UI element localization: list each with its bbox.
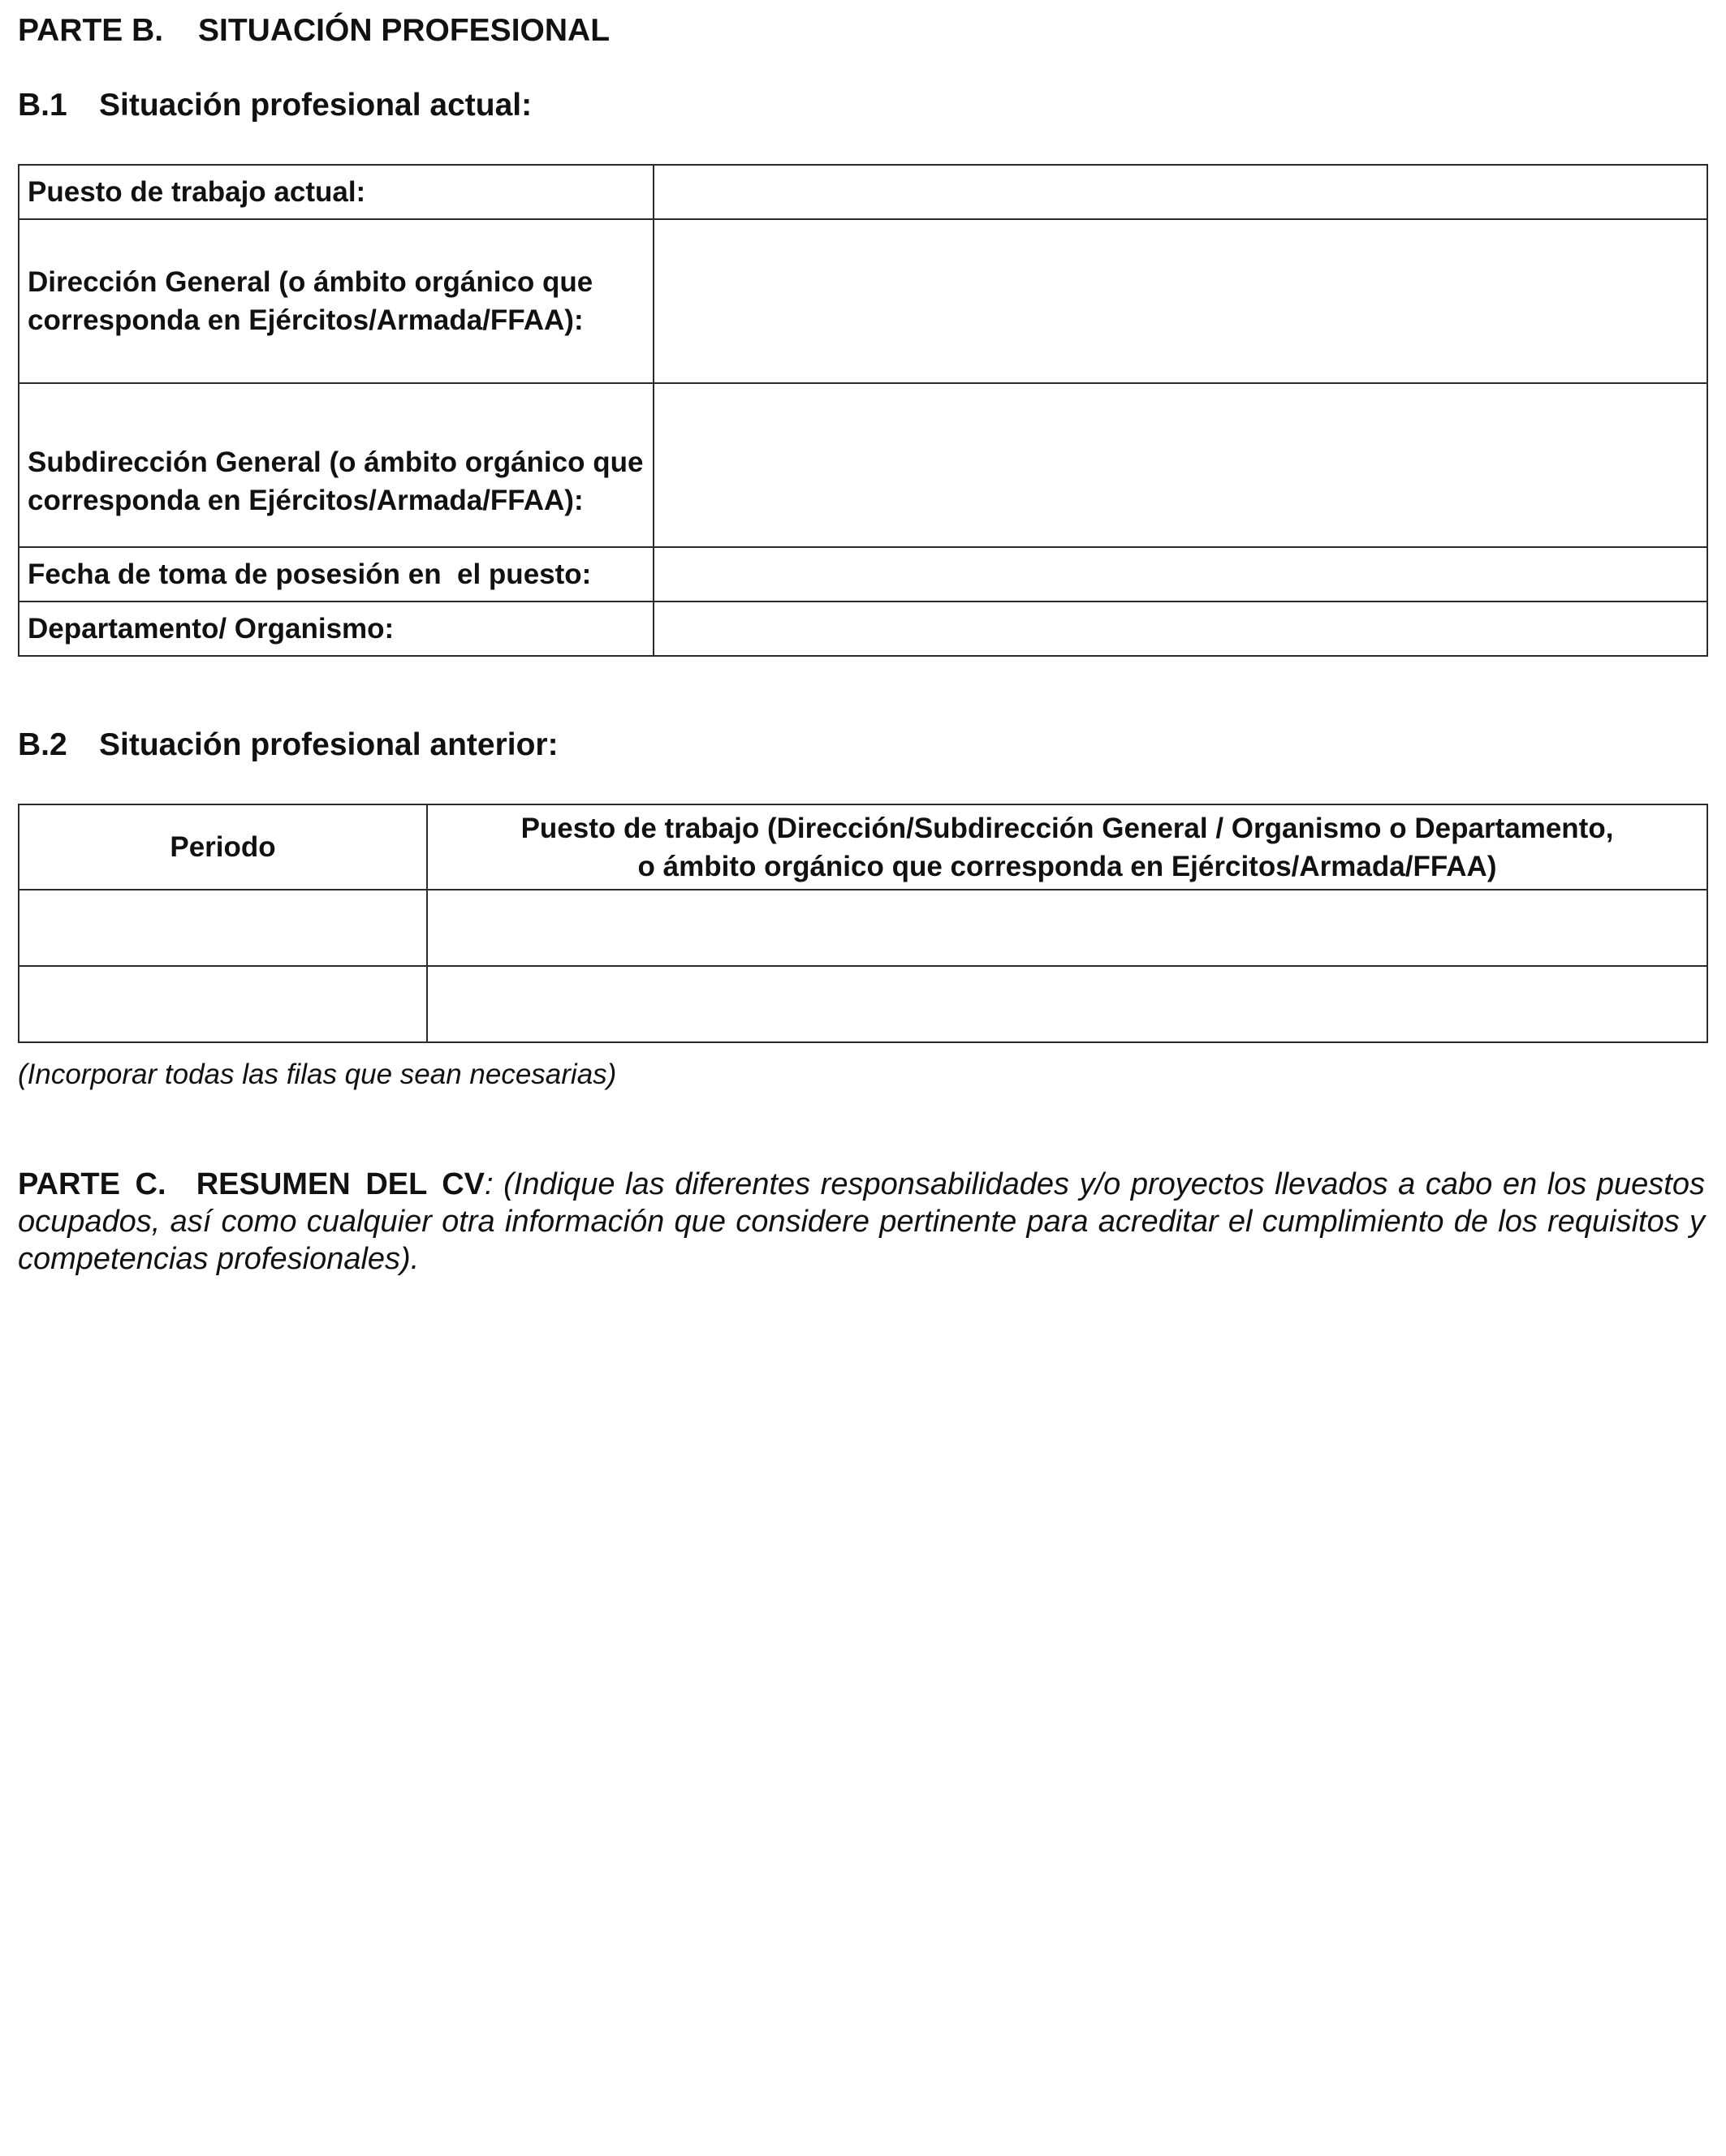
- b2-heading: [18, 727, 559, 763]
- cell-puesto[interactable]: [427, 890, 1707, 966]
- table-row: [19, 547, 1707, 602]
- column-header-periodo: Periodo: [19, 804, 427, 890]
- part-c-title: PARTE C. RESUMEN DEL CV: [18, 1167, 485, 1201]
- current-position-table: [18, 164, 1708, 657]
- part-c-instructions: : (Indique las diferentes responsabilidades y/o proyectos llevados a cabo en los puestos ocupados, así como cualquier otra información que considere pertinente para acreditar el cumplimiento de los requisitos y competencias profesionales).: [18, 1167, 1705, 1276]
- label-department: Departamento/ Organismo:: [19, 602, 654, 656]
- part-b-number: PARTE B.: [18, 13, 164, 48]
- column-header-puesto-line2: o ámbito orgánico que corresponda en Ejércitos/Armada/FFAA): [637, 850, 1497, 882]
- table-row: [19, 966, 1707, 1042]
- b2-number: B.2: [18, 727, 67, 762]
- table-row: [19, 890, 1707, 966]
- column-header-puesto: [427, 804, 1707, 890]
- cell-puesto[interactable]: [427, 966, 1707, 1042]
- value-subdirection-general[interactable]: [654, 383, 1707, 547]
- b2-title: Situación profesional anterior:: [99, 727, 559, 762]
- table-row: [19, 383, 1707, 547]
- part-c-paragraph: [18, 1166, 1705, 1278]
- cell-periodo[interactable]: [19, 966, 427, 1042]
- value-current-job[interactable]: [654, 165, 1707, 219]
- b1-number: B.1: [18, 88, 67, 123]
- column-header-puesto-line1: Puesto de trabajo (Dirección/Subdirección General / Organismo o Departamento,: [520, 812, 1614, 844]
- table-row: [19, 219, 1707, 383]
- part-b-title: SITUACIÓN PROFESIONAL: [198, 13, 611, 48]
- label-possession-date: Fecha de toma de posesión en el puesto:: [19, 547, 654, 602]
- label-current-job: Puesto de trabajo actual:: [19, 165, 654, 219]
- b1-heading: [18, 88, 532, 123]
- table-row: [19, 165, 1707, 219]
- label-subdirection-general: Subdirección General (o ámbito orgánico que corresponda en Ejércitos/Armada/FFAA):: [19, 383, 654, 547]
- table-row: [19, 602, 1707, 656]
- table-header-row: [19, 804, 1707, 890]
- cell-periodo[interactable]: [19, 890, 427, 966]
- add-rows-note: (Incorporar todas las filas que sean necesarias): [18, 1059, 617, 1090]
- value-department[interactable]: [654, 602, 1707, 656]
- label-general-direction: Dirección General (o ámbito orgánico que corresponda en Ejércitos/Armada/FFAA):: [19, 219, 654, 383]
- value-possession-date[interactable]: [654, 547, 1707, 602]
- previous-position-table: [18, 804, 1708, 1043]
- b1-title: Situación profesional actual:: [99, 88, 533, 123]
- part-b-heading: [18, 13, 610, 49]
- value-general-direction[interactable]: [654, 219, 1707, 383]
